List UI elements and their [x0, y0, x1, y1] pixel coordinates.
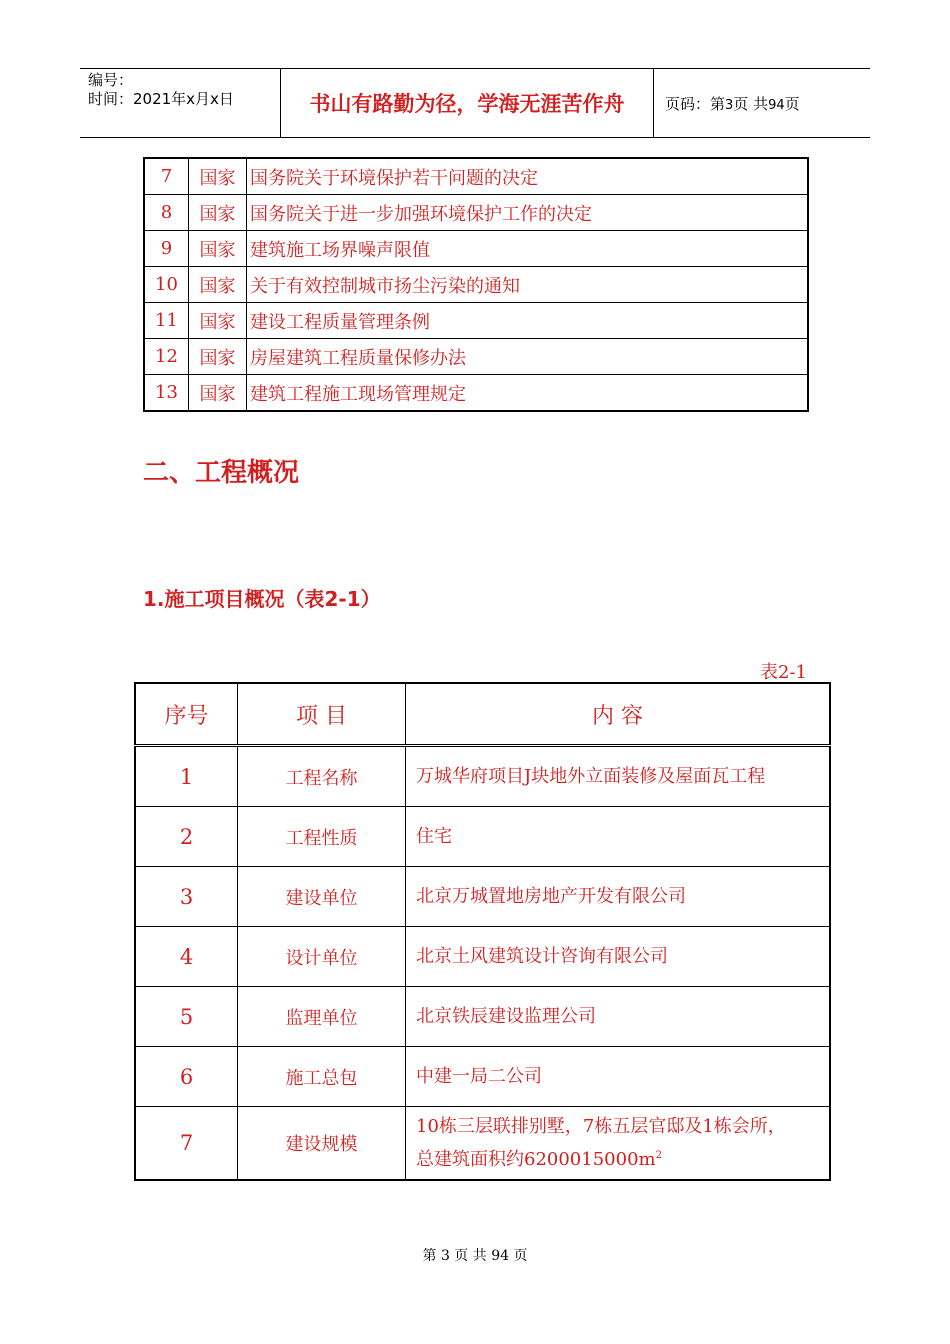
table-row — [144, 375, 808, 412]
table-row — [135, 1047, 830, 1107]
table-row — [135, 1107, 830, 1181]
law-no: 11 — [144, 303, 189, 339]
row-value: 北京铁辰建设监理公司 — [406, 987, 831, 1047]
law-scope: 国家 — [189, 195, 247, 231]
page-header — [80, 68, 870, 138]
law-title: 建筑工程施工现场管理规定 — [247, 375, 809, 412]
row-item: 建设规模 — [238, 1107, 406, 1181]
table-row — [135, 807, 830, 867]
header-motto: 书山有路勤为径，学海无涯苦作舟 — [281, 69, 654, 137]
law-title: 房屋建筑工程质量保修办法 — [247, 339, 809, 375]
row-item: 监理单位 — [238, 987, 406, 1047]
law-scope: 国家 — [189, 231, 247, 267]
header-no: 序号 — [135, 683, 238, 746]
law-title: 建筑施工场界噪声限值 — [247, 231, 809, 267]
law-no: 12 — [144, 339, 189, 375]
table-row — [135, 987, 830, 1047]
row-no: 1 — [135, 746, 238, 807]
law-title: 国务院关于进一步加强环境保护工作的决定 — [247, 195, 809, 231]
row-value: 北京土风建筑设计咨询有限公司 — [406, 927, 831, 987]
page-info-prefix: 页码：第 — [665, 95, 726, 113]
section-heading: 二、工程概况 — [143, 458, 300, 488]
law-scope: 国家 — [189, 267, 247, 303]
row-value — [406, 1107, 831, 1181]
row-item: 施工总包 — [238, 1047, 406, 1107]
row-value: 北京万城置地房地产开发有限公司 — [406, 867, 831, 927]
table-row — [144, 195, 808, 231]
table-row — [144, 303, 808, 339]
row-item: 建设单位 — [238, 867, 406, 927]
table-row — [144, 267, 808, 303]
table-row — [144, 158, 808, 195]
header-item: 项 目 — [238, 683, 406, 746]
law-no: 9 — [144, 231, 189, 267]
row-no: 4 — [135, 927, 238, 987]
law-scope: 国家 — [189, 303, 247, 339]
row-value: 万城华府项目J块地外立面装修及屋面瓦工程 — [406, 746, 831, 807]
law-scope: 国家 — [189, 339, 247, 375]
header-meta — [80, 69, 281, 137]
law-title: 建设工程质量管理条例 — [247, 303, 809, 339]
row-no: 7 — [135, 1107, 238, 1181]
row-item: 工程性质 — [238, 807, 406, 867]
laws-table — [143, 157, 809, 412]
table-caption: 表2-1 — [760, 662, 807, 683]
code-label: 编号： — [88, 71, 134, 89]
law-scope: 国家 — [189, 375, 247, 412]
page-footer: 第 3 页 共 94 页 — [422, 1248, 528, 1264]
time-label: 时间：2021年x月x日 — [88, 90, 234, 108]
table-row — [144, 339, 808, 375]
law-title: 关于有效控制城市扬尘污染的通知 — [247, 267, 809, 303]
subsection-heading: 1.施工项目概况（表2-1） — [143, 587, 381, 611]
row-no: 2 — [135, 807, 238, 867]
page-info-mid: 页 共 — [733, 95, 769, 113]
scale-line-2: 总建筑面积约6200015000m — [416, 1149, 656, 1170]
page-info-total: 94 — [768, 98, 785, 113]
table-row — [135, 746, 830, 807]
row-item: 设计单位 — [238, 927, 406, 987]
law-no: 10 — [144, 267, 189, 303]
table-row — [135, 927, 830, 987]
table-row — [135, 867, 830, 927]
row-value: 住宅 — [406, 807, 831, 867]
row-no: 3 — [135, 867, 238, 927]
table-row — [144, 231, 808, 267]
scale-line-1: 10栋三层联排别墅，7栋五层官邸及1栋会所， — [416, 1116, 786, 1137]
law-no: 7 — [144, 158, 189, 195]
page-info-page: 3 — [725, 98, 734, 113]
project-overview-table — [134, 682, 831, 1181]
law-no: 8 — [144, 195, 189, 231]
page-info-suffix: 页 — [784, 95, 800, 113]
row-value: 中建一局二公司 — [406, 1047, 831, 1107]
law-title: 国务院关于环境保护若干问题的决定 — [247, 158, 809, 195]
header-page-info — [665, 93, 800, 114]
law-no: 13 — [144, 375, 189, 412]
row-item: 工程名称 — [238, 746, 406, 807]
law-scope: 国家 — [189, 158, 247, 195]
table-header-row — [135, 683, 830, 746]
row-no: 5 — [135, 987, 238, 1047]
area-unit-superscript: 2 — [655, 1150, 662, 1161]
row-no: 6 — [135, 1047, 238, 1107]
header-content: 内 容 — [406, 683, 831, 746]
